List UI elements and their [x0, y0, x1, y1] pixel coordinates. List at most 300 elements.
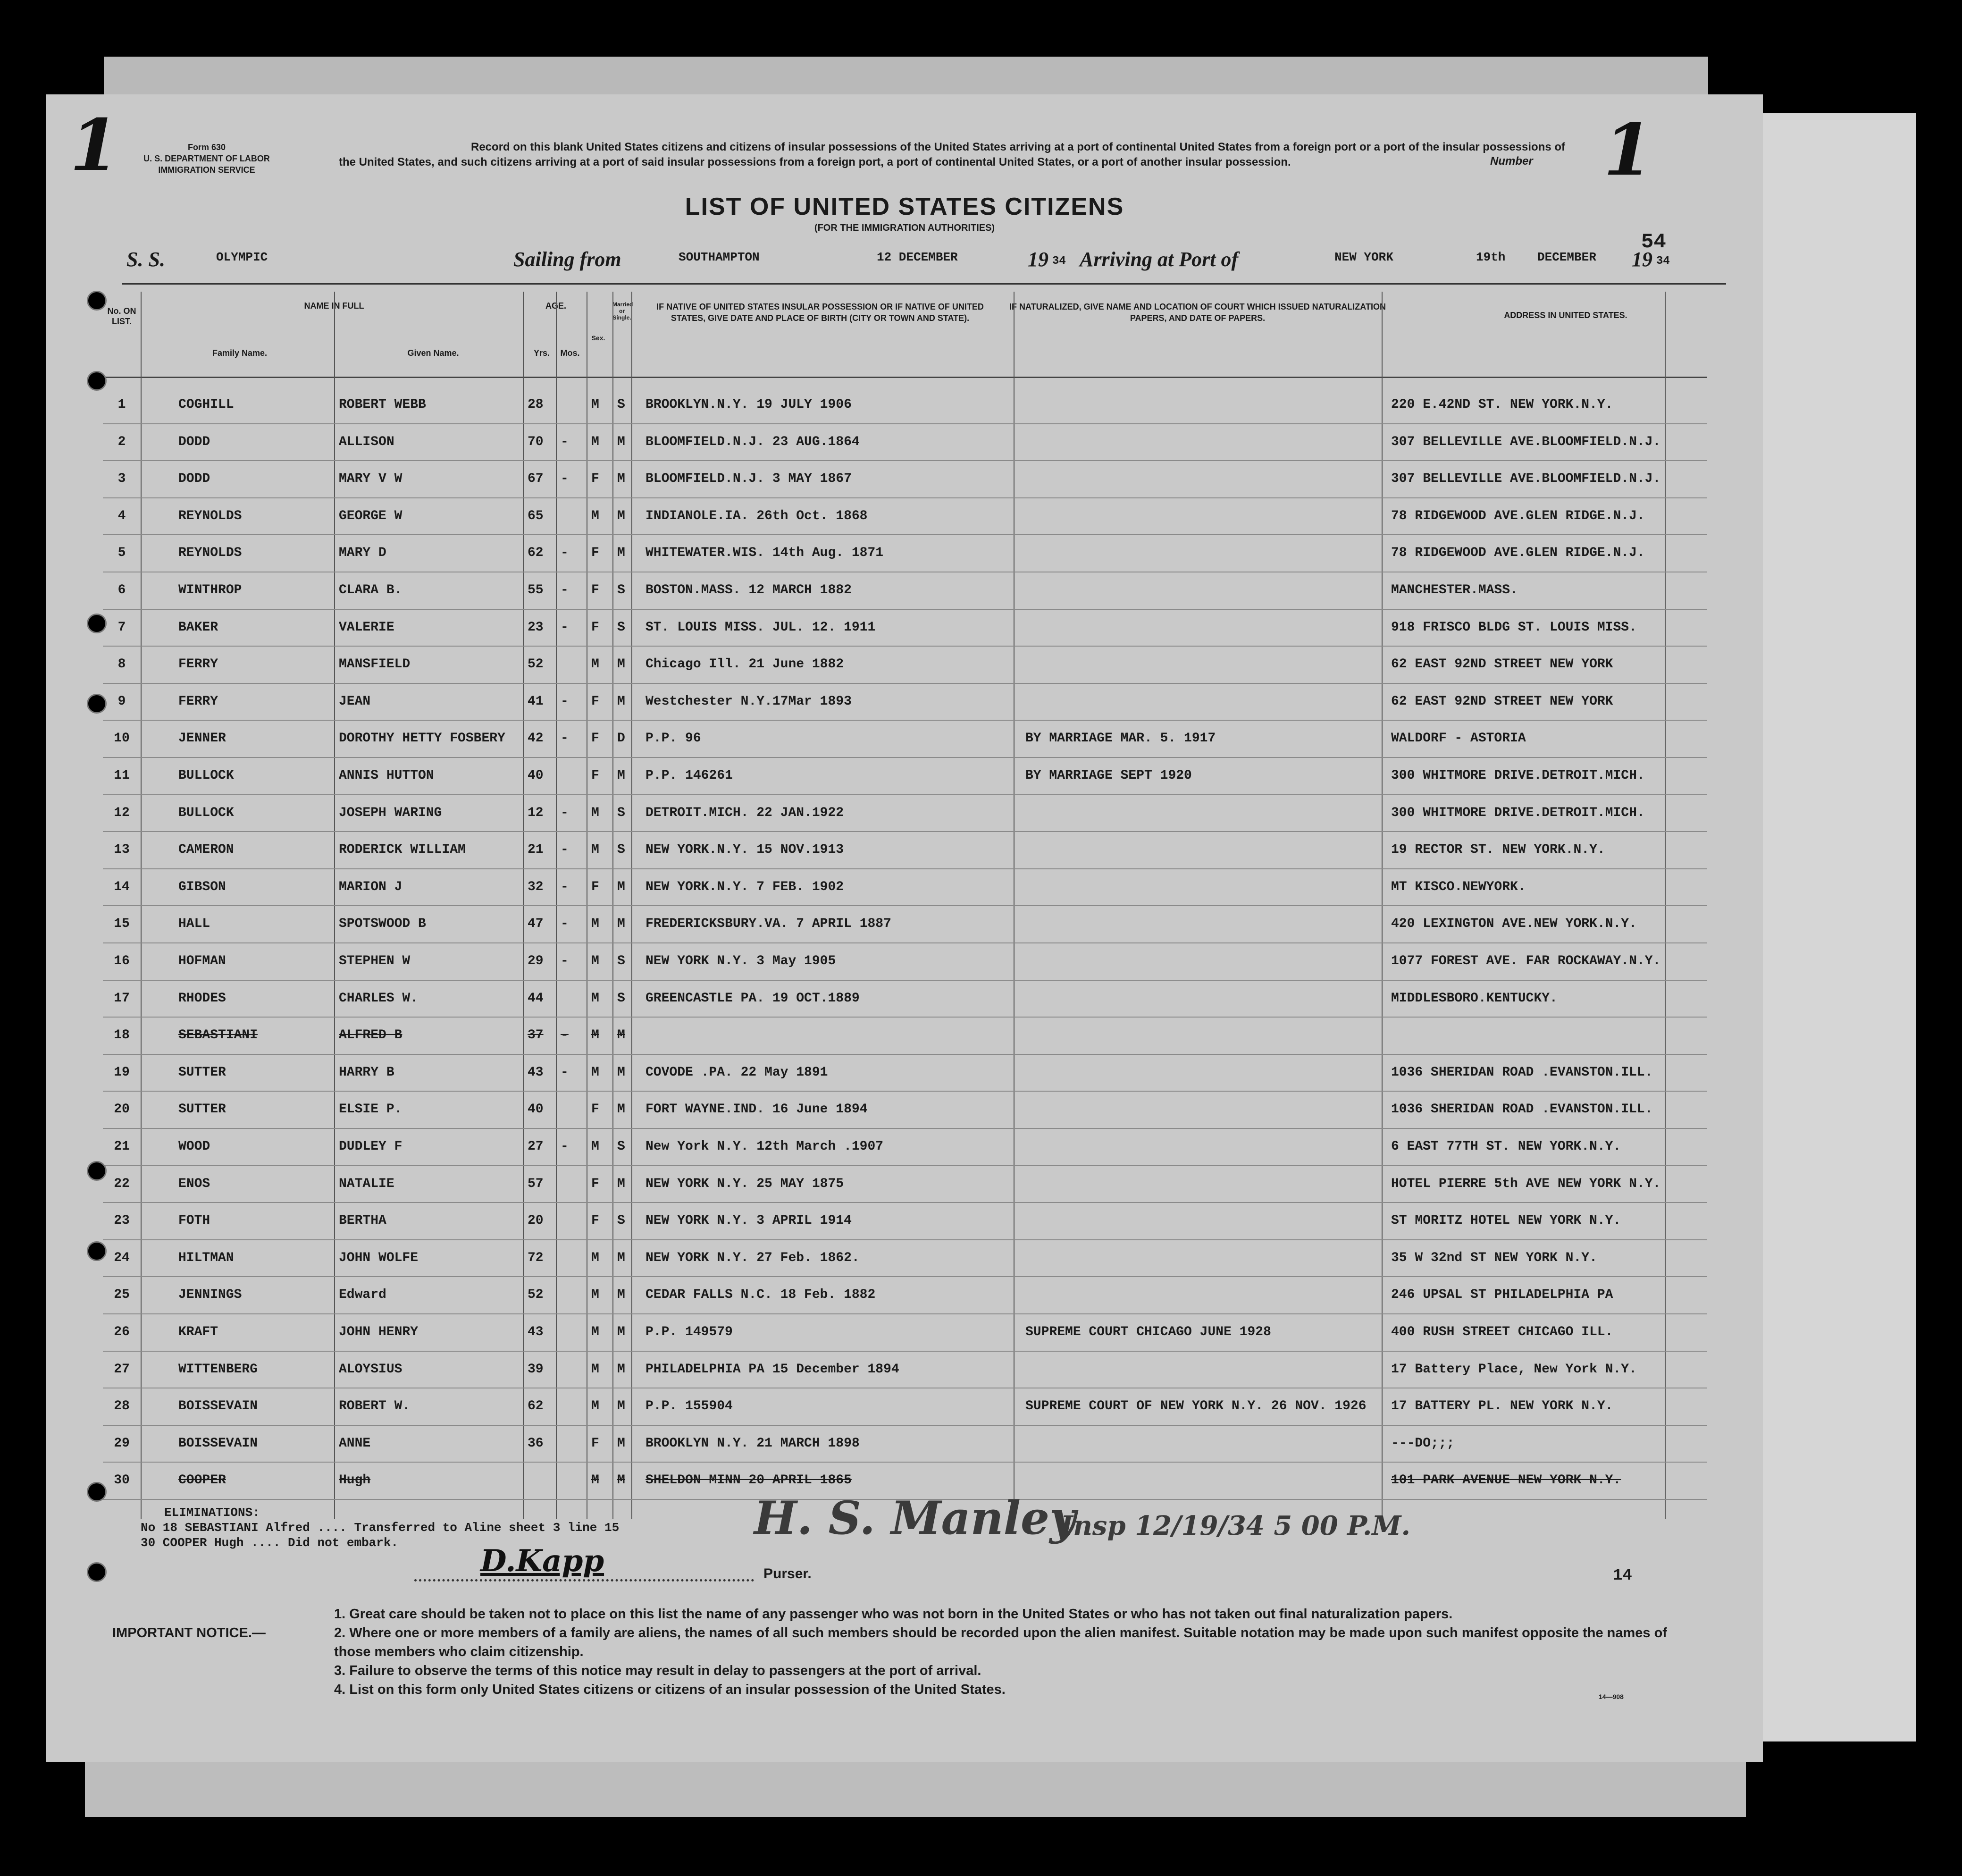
page-title: LIST OF UNITED STATES CITIZENS — [685, 193, 1124, 220]
age-months: - — [561, 879, 569, 894]
age-months: - — [561, 620, 569, 635]
marital-status: S — [617, 397, 625, 412]
sex: M — [591, 1325, 599, 1339]
marital-status: S — [617, 620, 625, 635]
inspector-signature: H. S. Manley — [754, 1491, 1076, 1545]
age-years: 32 — [528, 879, 544, 894]
given-name: ALLISON — [339, 434, 394, 449]
given-name: STEPHEN W — [339, 954, 411, 968]
marital-status: M — [617, 694, 625, 709]
table-row — [46, 1240, 1763, 1277]
birth-info: Chicago Ill. 21 June 1882 — [646, 657, 844, 672]
sex: M — [591, 397, 599, 412]
birth-info: GREENCASTLE PA. 19 OCT.1889 — [646, 991, 860, 1006]
address: MIDDLESBORO.KENTUCKY. — [1391, 991, 1558, 1006]
address: 17 BATTERY PL. NEW YORK N.Y. — [1391, 1399, 1613, 1414]
col-married: Married or Single. — [612, 301, 633, 321]
table-row — [46, 424, 1763, 461]
row-number: 21 — [114, 1139, 130, 1154]
marital-status: M — [617, 1065, 625, 1080]
given-name: Hugh — [339, 1473, 371, 1488]
family-name: SUTTER — [178, 1065, 226, 1080]
row-number: 11 — [114, 768, 130, 783]
address: 1077 FOREST AVE. FAR ROCKAWAY.N.Y. — [1391, 954, 1661, 968]
birth-info: ST. LOUIS MISS. JUL. 12. 1911 — [646, 620, 876, 635]
age-years: 44 — [528, 991, 544, 1006]
given-name: JEAN — [339, 694, 371, 709]
age-years: 52 — [528, 1287, 544, 1303]
sail-date: 12 DECEMBER — [877, 250, 958, 264]
given-name: DUDLEY F — [339, 1139, 402, 1154]
row-number: 7 — [117, 620, 126, 635]
arrival-year: 34 — [1656, 255, 1670, 268]
sex: M — [591, 1399, 599, 1414]
table-row — [46, 1352, 1763, 1388]
table-row — [46, 572, 1763, 609]
table-row — [46, 1314, 1763, 1351]
col-name: NAME IN FULL — [304, 301, 364, 311]
row-number: 8 — [117, 657, 126, 672]
sex: M — [591, 1065, 599, 1080]
family-name: JENNER — [178, 731, 226, 746]
address: 220 E.42ND ST. NEW YORK.N.Y. — [1391, 397, 1613, 412]
table-row — [46, 1092, 1763, 1128]
service: IMMIGRATION SERVICE — [158, 165, 255, 175]
given-name: ELSIE P. — [339, 1102, 402, 1117]
family-name: GIBSON — [178, 879, 226, 894]
table-row — [46, 461, 1763, 498]
table-row — [46, 684, 1763, 721]
table-row — [46, 498, 1763, 535]
row-number: 13 — [114, 842, 130, 858]
given-name: CLARA B. — [339, 583, 402, 597]
age-months: - — [561, 731, 569, 746]
address: 19 RECTOR ST. NEW YORK.N.Y. — [1391, 842, 1605, 858]
table-row — [46, 721, 1763, 757]
given-name: MANSFIELD — [339, 657, 411, 672]
form-number: Form 630 — [187, 143, 226, 152]
binder-hole — [87, 1161, 107, 1181]
birth-info: FREDERICKSBURY.VA. 7 APRIL 1887 — [646, 917, 891, 932]
birth-info: P.P. 155904 — [646, 1399, 733, 1414]
row-number: 14 — [114, 879, 130, 894]
department: U. S. DEPARTMENT OF LABOR — [143, 154, 270, 163]
address: 101 PARK AVENUE NEW YORK N.Y. — [1391, 1473, 1621, 1488]
arrival-port: NEW YORK — [1334, 250, 1393, 264]
row-number: 24 — [114, 1250, 130, 1265]
address: 35 W 32nd ST NEW YORK N.Y. — [1391, 1250, 1597, 1265]
birth-info: BROOKLYN.N.Y. 19 JULY 1906 — [646, 397, 852, 412]
sex: M — [591, 1287, 599, 1303]
row-number: 9 — [117, 694, 126, 709]
sail-year: 34 — [1052, 255, 1066, 268]
age-years: 62 — [528, 546, 544, 561]
age-years: 37 — [528, 1028, 544, 1043]
age-years: 40 — [528, 768, 544, 783]
birth-info: P.P. 149579 — [646, 1325, 733, 1339]
family-name: HALL — [178, 917, 210, 932]
table-row — [46, 647, 1763, 683]
row-number: 30 — [114, 1473, 130, 1488]
marital-status: M — [617, 1325, 625, 1339]
sex: F — [591, 694, 599, 709]
age-months: - — [561, 954, 569, 968]
sex: M — [591, 917, 599, 932]
family-name: COOPER — [178, 1473, 226, 1488]
birth-info: BROOKLYN N.Y. 21 MARCH 1898 — [646, 1436, 860, 1451]
purser-dotted-line — [414, 1579, 754, 1582]
table-row — [46, 981, 1763, 1018]
family-name: HILTMAN — [178, 1250, 234, 1265]
col-sex: Sex. — [591, 334, 605, 342]
sex: F — [591, 1176, 599, 1191]
table-row — [46, 1055, 1763, 1092]
sex: F — [591, 731, 599, 746]
purser-signature: D.Kapp — [480, 1543, 604, 1579]
marital-status: S — [617, 991, 625, 1006]
address: 1036 SHERIDAN ROAD .EVANSTON.ILL. — [1391, 1102, 1653, 1117]
age-years: 72 — [528, 1250, 544, 1265]
birth-info: INDIANOLE.IA. 26th Oct. 1868 — [646, 508, 868, 523]
address: 17 Battery Place, New York N.Y. — [1391, 1362, 1637, 1377]
marital-status: M — [617, 1473, 625, 1488]
row-number: 20 — [114, 1102, 130, 1117]
birth-info: NEW YORK.N.Y. 15 NOV.1913 — [646, 842, 844, 858]
age-years: 28 — [528, 397, 544, 412]
birth-info: NEW YORK N.Y. 3 May 1905 — [646, 954, 836, 968]
age-months: - — [561, 1065, 569, 1080]
col-mos: Mos. — [560, 348, 580, 358]
notice-item-1: 1. Great care should be taken not to place on this list the name of any passenger who was not born in the United States or who has not taken out final naturalization papers. — [334, 1607, 1453, 1622]
address: ST MORITZ HOTEL NEW YORK N.Y. — [1391, 1213, 1621, 1228]
birth-info: NEW YORK N.Y. 3 APRIL 1914 — [646, 1213, 852, 1228]
birth-info: SHELDON MINN 20 APRIL 1865 — [646, 1473, 852, 1488]
address: 400 RUSH STREET CHICAGO ILL. — [1391, 1325, 1613, 1339]
birth-info: New York N.Y. 12th March .1907 — [646, 1139, 884, 1154]
marital-status: S — [617, 805, 625, 820]
table-row — [46, 610, 1763, 647]
marital-status: M — [617, 508, 625, 523]
col-age: AGE. — [545, 301, 566, 311]
age-years: 23 — [528, 620, 544, 635]
age-months: - — [561, 434, 569, 449]
naturalization-info: SUPREME COURT CHICAGO JUNE 1928 — [1025, 1325, 1271, 1339]
family-name: KRAFT — [178, 1325, 218, 1339]
age-years: 39 — [528, 1362, 544, 1377]
sex: F — [591, 546, 599, 561]
notice-item-2: 2. Where one or more members of a family are aliens, the names of all such members should be recorded upon the alien manifest. Suitable notation may be made upon such manifest opposite the names of those members who claim citizenship. — [334, 1625, 1667, 1659]
family-name: FOTH — [178, 1213, 210, 1228]
table-row — [46, 943, 1763, 980]
given-name: ALOYSIUS — [339, 1362, 402, 1377]
sex: F — [591, 1436, 599, 1451]
age-months: - — [561, 546, 569, 561]
family-name: JENNINGS — [178, 1287, 242, 1303]
sex: F — [591, 1213, 599, 1228]
page-mark: 54 — [1641, 230, 1666, 254]
age-months: - — [561, 805, 569, 820]
marital-status: S — [617, 954, 625, 968]
birth-info: NEW YORK N.Y. 27 Feb. 1862. — [646, 1250, 860, 1265]
age-years: 70 — [528, 434, 544, 449]
given-name: NATALIE — [339, 1176, 394, 1191]
sex: F — [591, 768, 599, 783]
sex: M — [591, 1473, 599, 1488]
birth-info: CEDAR FALLS N.C. 18 Feb. 1882 — [646, 1287, 876, 1303]
sex: F — [591, 1102, 599, 1117]
given-name: JOSEPH WARING — [339, 805, 442, 820]
address: 78 RIDGEWOOD AVE.GLEN RIDGE.N.J. — [1391, 508, 1645, 523]
arrival-month: DECEMBER — [1537, 250, 1596, 264]
eliminations-heading: ELIMINATIONS: — [164, 1506, 260, 1520]
table-row — [46, 535, 1763, 572]
ss-label: S. S. — [126, 248, 165, 271]
given-name: BERTHA — [339, 1213, 386, 1228]
age-years: 43 — [528, 1325, 544, 1339]
col-naturalized: IF NATURALIZED, GIVE NAME AND LOCATION OF COURT WHICH ISSUED NATURALIZATION PAPERS, AND DATE OF PAPERS. — [1009, 302, 1386, 323]
col-yrs: Yrs. — [533, 348, 550, 358]
family-name: WOOD — [178, 1139, 210, 1154]
instructions-text: Record on this blank United States citizens and citizens of insular possessions of the United States arriving at a port of continental United States from a foreign port or a port of the insular possessions of the United States, and such citizens arriving at a port of said insular possessions from a foreign port, a port of continental United States, or a port of another insular possession. — [339, 141, 1566, 168]
marital-status: M — [617, 1399, 625, 1414]
row-number: 15 — [114, 917, 130, 932]
given-name: GEORGE W — [339, 508, 402, 523]
header-bottom-line — [103, 377, 1707, 378]
binder-hole — [87, 291, 107, 311]
family-name: REYNOLDS — [178, 546, 242, 561]
birth-info: Westchester N.Y.17Mar 1893 — [646, 694, 852, 709]
elimination-line-2: 30 COOPER Hugh .... Did not embark. — [141, 1536, 399, 1550]
marital-status: S — [617, 1139, 625, 1154]
page-subtitle: (FOR THE IMMIGRATION AUTHORITIES) — [814, 223, 995, 233]
number-value: 1 — [1603, 109, 1653, 192]
row-number: 1 — [117, 397, 126, 412]
given-name: ROBERT WEBB — [339, 397, 426, 412]
row-number: 28 — [114, 1399, 130, 1414]
given-name: SPOTSWOOD B — [339, 917, 426, 932]
given-name: Edward — [339, 1287, 386, 1303]
row-number: 26 — [114, 1325, 130, 1339]
address: 1036 SHERIDAN ROAD .EVANSTON.ILL. — [1391, 1065, 1653, 1080]
notice-item-4: 4. List on this form only United States citizens or citizens of an insular possession of the United States. — [334, 1682, 1006, 1697]
address: ---DO;;; — [1391, 1436, 1455, 1451]
table-row — [46, 1018, 1763, 1054]
row-number: 18 — [114, 1028, 130, 1043]
marital-status: M — [617, 1250, 625, 1265]
page-count: 14 — [1613, 1567, 1632, 1585]
sex: F — [591, 620, 599, 635]
marital-status: M — [617, 546, 625, 561]
table-row — [46, 869, 1763, 906]
age-years: 52 — [528, 657, 544, 672]
inspector-note: Insp 12/19/34 5 00 P.M. — [1061, 1510, 1410, 1541]
family-name: ENOS — [178, 1176, 210, 1191]
col-family: Family Name. — [212, 348, 268, 358]
marital-status: M — [617, 471, 625, 487]
marital-status: M — [617, 879, 625, 894]
address: MT KISCO.NEWYORK. — [1391, 879, 1526, 894]
notice-heading: IMPORTANT NOTICE.— — [112, 1625, 266, 1640]
sex: F — [591, 583, 599, 597]
birth-info: P.P. 146261 — [646, 768, 733, 783]
table-row — [46, 906, 1763, 943]
family-name: BOISSEVAIN — [178, 1399, 258, 1414]
marital-status: M — [617, 1028, 625, 1043]
table-row — [46, 795, 1763, 832]
marital-status: M — [617, 917, 625, 932]
col-given: Given Name. — [407, 348, 459, 358]
binder-hole — [87, 371, 107, 391]
given-name: ANNE — [339, 1436, 371, 1451]
arrival-day: 19th — [1476, 250, 1506, 264]
print-code: 14—908 — [1599, 1693, 1624, 1700]
given-name: MARY D — [339, 546, 386, 561]
address: WALDORF - ASTORIA — [1391, 731, 1526, 746]
family-name: DODD — [178, 471, 210, 487]
marital-status: S — [617, 1213, 625, 1228]
age-years: 41 — [528, 694, 544, 709]
age-years: 67 — [528, 471, 544, 487]
sex: M — [591, 991, 599, 1006]
given-name: DOROTHY HETTY FOSBERY — [339, 731, 505, 746]
family-name: BULLOCK — [178, 768, 234, 783]
number-label: Number — [1490, 155, 1533, 168]
purser-label: Purser. — [763, 1566, 812, 1582]
marital-status: M — [617, 1176, 625, 1191]
birth-info: FORT WAYNE.IND. 16 June 1894 — [646, 1102, 868, 1117]
birth-info: DETROIT.MICH. 22 JAN.1922 — [646, 805, 844, 820]
row-number: 25 — [114, 1287, 130, 1303]
binder-hole — [87, 1241, 107, 1261]
manifest-sheet — [46, 94, 1763, 1762]
col-birth: IF NATIVE OF UNITED STATES INSULAR POSSESSION OR IF NATIVE OF UNITED STATES, GIVE DATE AND PLACE OF BIRTH (CITY OR TOWN AND STATE). — [656, 302, 984, 323]
birth-info: BLOOMFIELD.N.J. 23 AUG.1864 — [646, 434, 860, 449]
elimination-line-1: No 18 SEBASTIANI Alfred .... Transferred to Aline sheet 3 line 15 — [141, 1521, 620, 1535]
sex: M — [591, 1362, 599, 1377]
age-years: 12 — [528, 805, 544, 820]
sex: F — [591, 471, 599, 487]
given-name: VALERIE — [339, 620, 394, 635]
given-name: CHARLES W. — [339, 991, 419, 1006]
marital-status: S — [617, 583, 625, 597]
family-name: WITTENBERG — [178, 1362, 258, 1377]
row-number: 10 — [114, 731, 130, 746]
row-number: 23 — [114, 1213, 130, 1228]
age-years: 62 — [528, 1399, 544, 1414]
age-years: 40 — [528, 1102, 544, 1117]
marital-status: M — [617, 1102, 625, 1117]
row-number: 3 — [117, 471, 126, 487]
table-row — [46, 832, 1763, 869]
age-months: - — [561, 917, 569, 932]
age-years: 29 — [528, 954, 544, 968]
birth-info: BLOOMFIELD.N.J. 3 MAY 1867 — [646, 471, 852, 487]
column-header — [103, 292, 1707, 377]
address: 307 BELLEVILLE AVE.BLOOMFIELD.N.J. — [1391, 434, 1661, 449]
marital-status: M — [617, 434, 625, 449]
given-name: RODERICK WILLIAM — [339, 842, 466, 858]
address: 300 WHITMORE DRIVE.DETROIT.MICH. — [1391, 768, 1645, 783]
ship-name: OLYMPIC — [216, 250, 268, 264]
address: 78 RIDGEWOOD AVE.GLEN RIDGE.N.J. — [1391, 546, 1645, 561]
family-name: SEBASTIANI — [178, 1028, 258, 1043]
family-name: FERRY — [178, 657, 218, 672]
sex: M — [591, 842, 599, 858]
age-months: - — [561, 1028, 569, 1043]
binder-hole — [87, 1482, 107, 1502]
family-name: BOISSEVAIN — [178, 1436, 258, 1451]
form-id-block — [122, 142, 292, 176]
family-name: COGHILL — [178, 397, 234, 412]
table-row — [46, 1277, 1763, 1314]
age-months: - — [561, 471, 569, 487]
naturalization-info: BY MARRIAGE MAR. 5. 1917 — [1025, 731, 1216, 746]
address: 6 EAST 77TH ST. NEW YORK.N.Y. — [1391, 1139, 1621, 1154]
age-months: - — [561, 694, 569, 709]
family-name: BAKER — [178, 620, 218, 635]
marital-status: M — [617, 657, 625, 672]
row-number: 16 — [114, 954, 130, 968]
from-port: SOUTHAMPTON — [679, 250, 760, 264]
corner-mark: 1 — [70, 104, 119, 187]
table-row — [46, 1166, 1763, 1203]
age-years: 42 — [528, 731, 544, 746]
family-name: CAMERON — [178, 842, 234, 858]
given-name: JOHN WOLFE — [339, 1250, 419, 1265]
address: MANCHESTER.MASS. — [1391, 583, 1518, 597]
sex: M — [591, 1250, 599, 1265]
given-name: JOHN HENRY — [339, 1325, 419, 1339]
family-name: WINTHROP — [178, 583, 242, 597]
sex: M — [591, 434, 599, 449]
address: 62 EAST 92ND STREET NEW YORK — [1391, 694, 1613, 709]
family-name: SUTTER — [178, 1102, 226, 1117]
age-years: 57 — [528, 1176, 544, 1191]
birth-info: PHILADELPHIA PA 15 December 1894 — [646, 1362, 899, 1377]
arriving-label: Arriving at Port of — [1080, 248, 1239, 271]
age-years: 36 — [528, 1436, 544, 1451]
marital-status: M — [617, 1287, 625, 1303]
sailing-label: Sailing from — [513, 248, 621, 271]
voyage-underline — [122, 283, 1726, 285]
row-number: 4 — [117, 508, 126, 523]
address: 300 WHITMORE DRIVE.DETROIT.MICH. — [1391, 805, 1645, 820]
family-name: DODD — [178, 434, 210, 449]
sex: M — [591, 508, 599, 523]
sex: M — [591, 805, 599, 820]
row-number: 6 — [117, 583, 126, 597]
address: 246 UPSAL ST PHILADELPHIA PA — [1391, 1287, 1613, 1303]
family-name: FERRY — [178, 694, 218, 709]
sex: M — [591, 954, 599, 968]
table-row — [46, 1388, 1763, 1425]
birth-info: WHITEWATER.WIS. 14th Aug. 1871 — [646, 546, 884, 561]
family-name: REYNOLDS — [178, 508, 242, 523]
sex: F — [591, 879, 599, 894]
binder-hole — [87, 1562, 107, 1582]
given-name: MARION J — [339, 879, 402, 894]
table-row — [46, 387, 1763, 424]
birth-info: COVODE .PA. 22 May 1891 — [646, 1065, 828, 1080]
table-row — [46, 1426, 1763, 1463]
row-number: 29 — [114, 1436, 130, 1451]
age-years: 65 — [528, 508, 544, 523]
sex: M — [591, 657, 599, 672]
row-number: 12 — [114, 805, 130, 820]
year-prefix-2: 19 — [1632, 248, 1652, 271]
marital-status: M — [617, 1436, 625, 1451]
age-years: 20 — [528, 1213, 544, 1228]
